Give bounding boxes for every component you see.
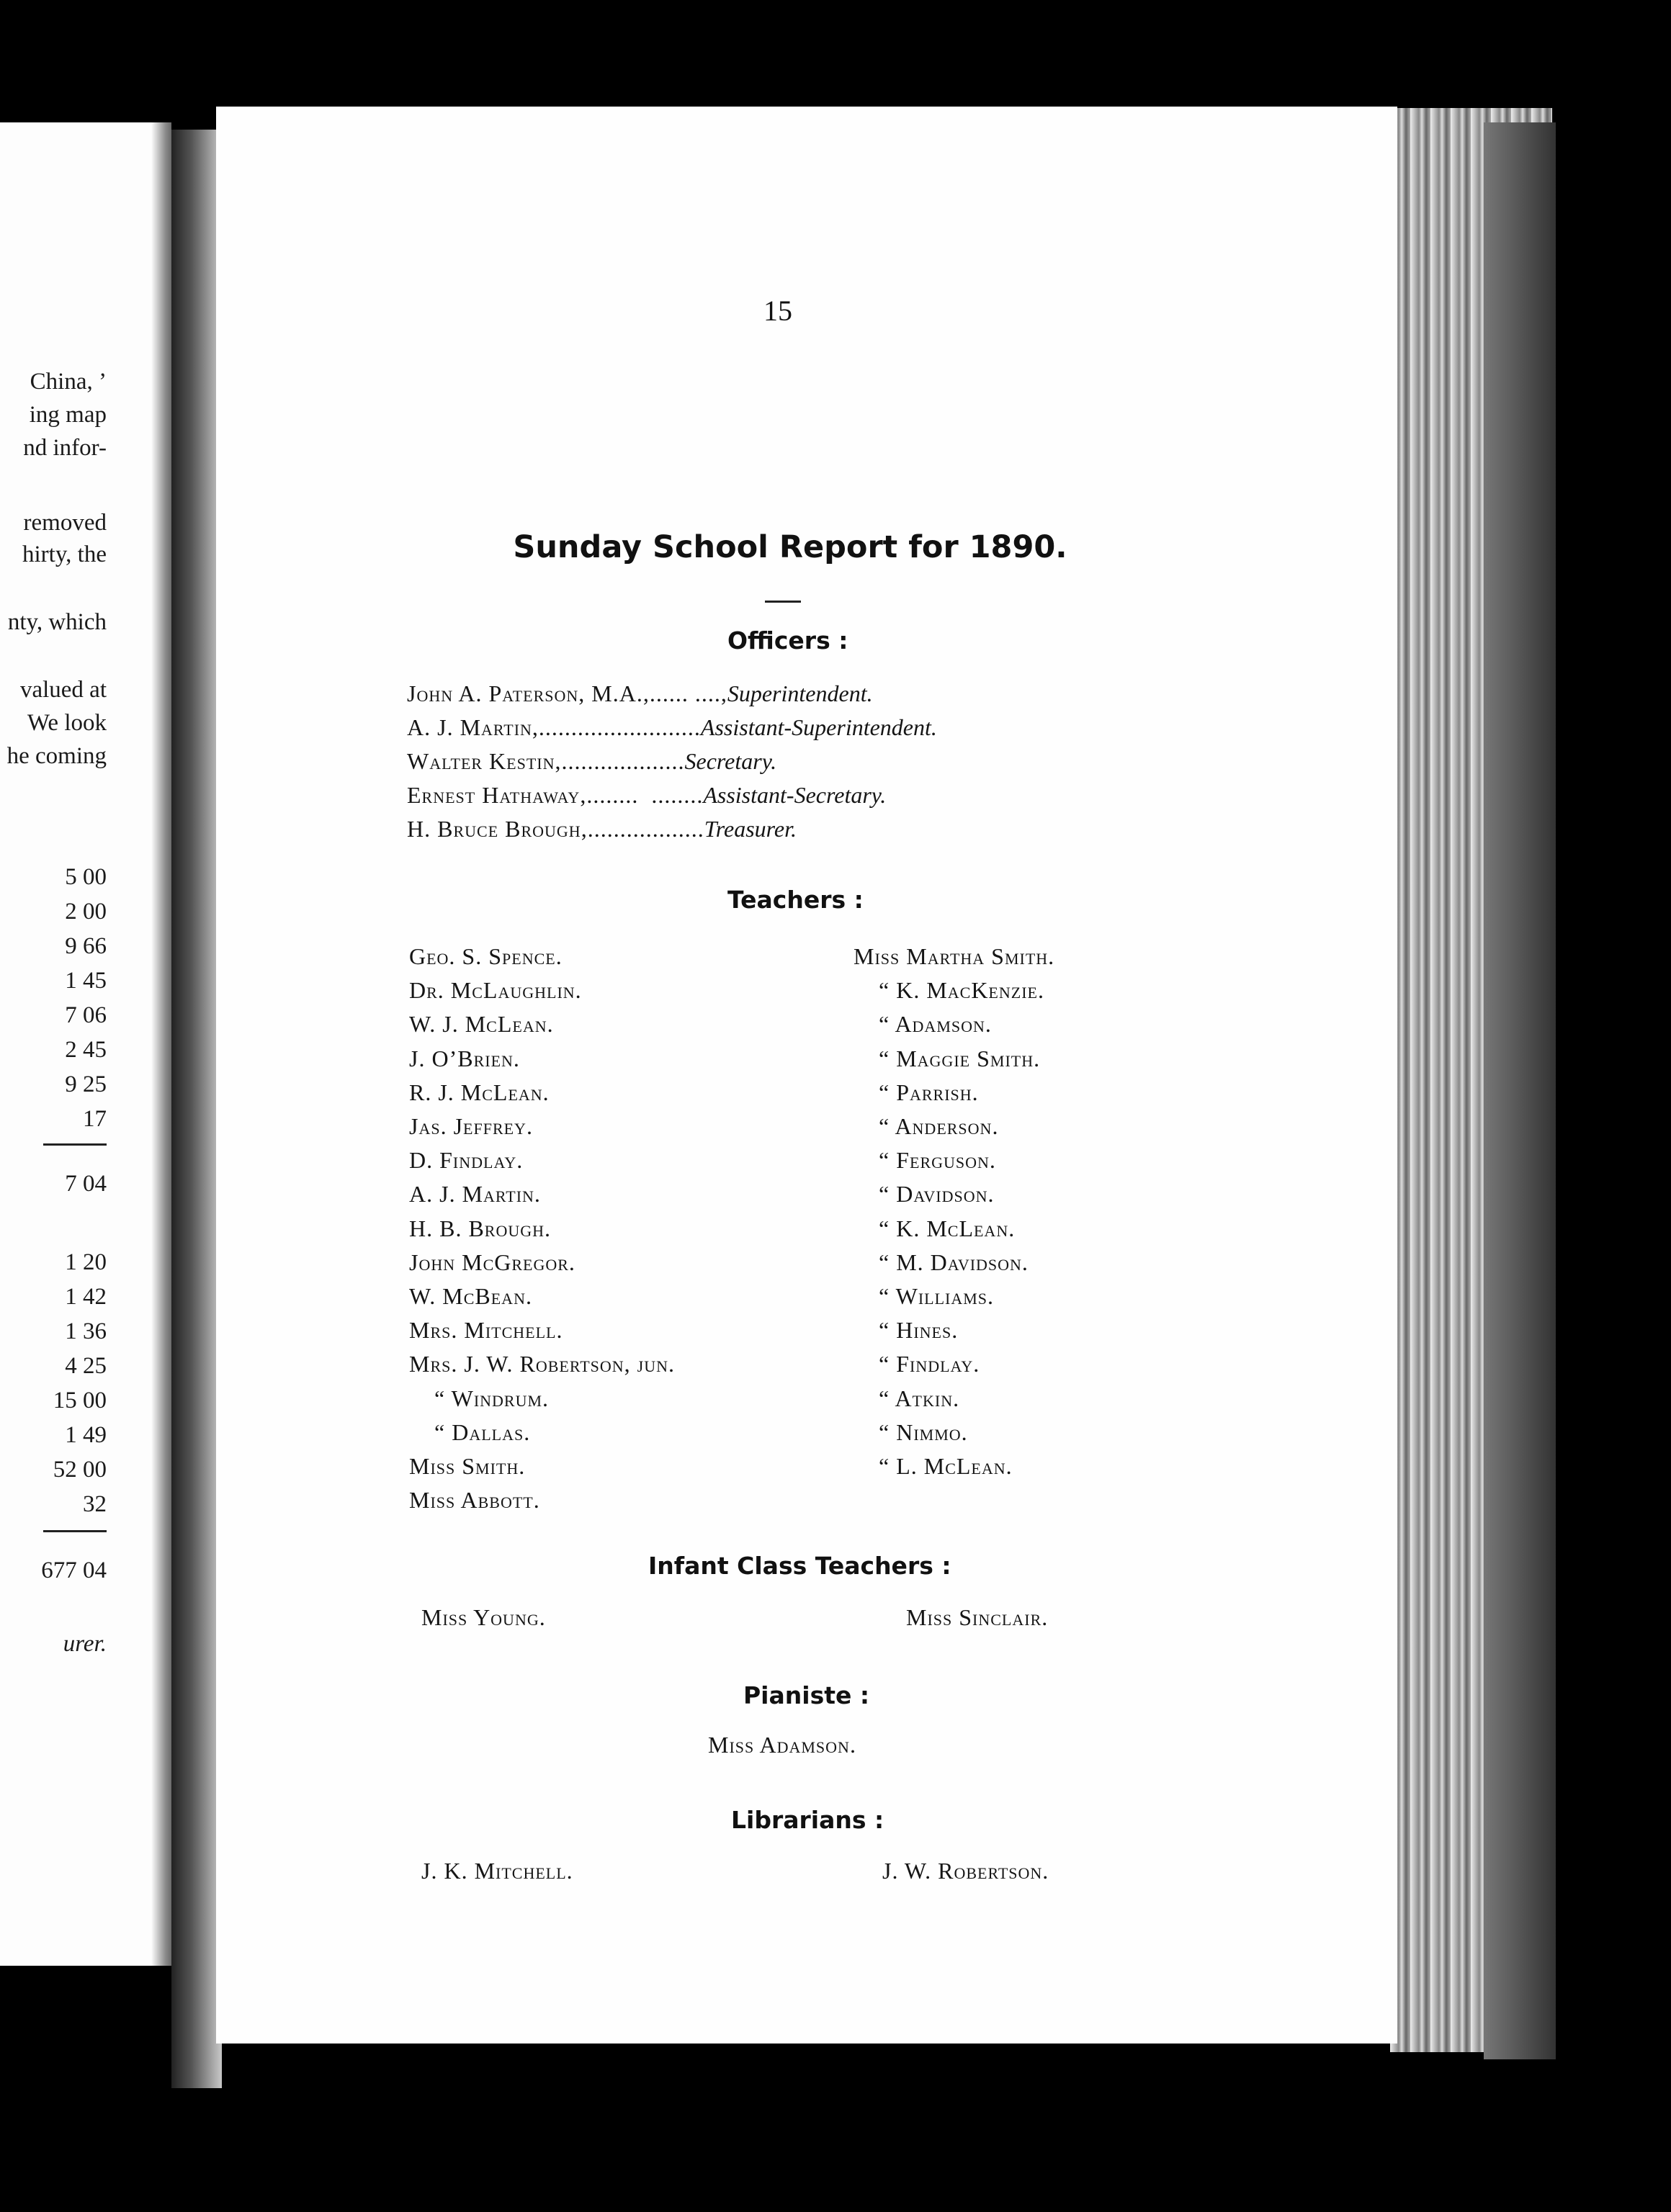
teacher-right: “ Nimmo. <box>879 1419 968 1445</box>
officer-row <box>407 748 776 775</box>
previous-page-number: 1 45 <box>65 968 107 994</box>
previous-page-number: 15 00 <box>53 1388 107 1413</box>
officer-row <box>407 680 873 707</box>
previous-page-text-line: We look <box>27 710 107 736</box>
teacher-left: John McGregor. <box>409 1249 575 1275</box>
teacher-right: “ Adamson. <box>879 1011 992 1038</box>
pianiste-heading: Pianiste : <box>743 1681 870 1709</box>
officer-row <box>407 782 886 809</box>
teacher-left: J. O’Brien. <box>409 1045 520 1071</box>
teacher-left: “ Dallas. <box>434 1419 531 1445</box>
officer-row <box>407 714 937 741</box>
officer-row <box>407 816 797 842</box>
teacher-left: W. McBean. <box>409 1283 532 1309</box>
teacher-right: “ Davidson. <box>879 1181 995 1208</box>
teacher-right: “ M. Davidson. <box>879 1249 1029 1275</box>
teacher-left: Jas. Jeffrey. <box>409 1113 533 1139</box>
previous-page-number: 32 <box>83 1491 107 1517</box>
teacher-left: H. B. Brough. <box>409 1215 552 1241</box>
teacher-right: Miss Martha Smith. <box>854 943 1055 969</box>
officer-name: H. Bruce Brough, <box>407 816 588 842</box>
previous-page-number: 9 66 <box>65 933 107 959</box>
officer-leader-dots: .................. <box>587 816 704 842</box>
teacher-left: A. J. Martin. <box>409 1181 541 1208</box>
officer-role: Treasurer. <box>704 816 797 842</box>
previous-page-number: 17 <box>83 1106 107 1132</box>
previous-page-number: 1 49 <box>65 1422 107 1448</box>
infant-teacher-left: Miss Young. <box>421 1604 546 1630</box>
previous-page-text-line: nd infor- <box>23 435 107 461</box>
officer-role: Assistant-Secretary. <box>703 782 887 808</box>
teacher-right: “ K. MacKenzie. <box>879 977 1044 1004</box>
previous-page-number: 1 20 <box>65 1249 107 1275</box>
previous-page-text-line: hirty, the <box>22 541 107 567</box>
pianiste-name: Miss Adamson. <box>708 1732 856 1758</box>
teacher-left: Miss Smith. <box>409 1453 526 1479</box>
previous-page-number: 4 25 <box>65 1353 107 1379</box>
title-rule <box>765 601 801 603</box>
previous-page-number: 2 45 <box>65 1037 107 1063</box>
previous-page-text-line: valued at <box>19 677 107 703</box>
teacher-left: “ Windrum. <box>434 1385 550 1411</box>
teachers-heading: Teachers : <box>727 886 864 914</box>
teacher-left: Geo. S. Spence. <box>409 943 563 969</box>
previous-page-number: 7 04 <box>65 1171 107 1197</box>
previous-page-number: 9 25 <box>65 1071 107 1097</box>
teacher-right: “ Ferguson. <box>879 1147 996 1174</box>
officer-name: Walter Kestin, <box>407 748 562 774</box>
previous-page-number: 1 36 <box>65 1318 107 1344</box>
previous-page-signature: urer. <box>63 1631 107 1657</box>
teacher-right: “ Parrish. <box>879 1079 979 1105</box>
officer-role: Superintendent. <box>727 680 873 706</box>
previous-page-text-line: ing map <box>29 402 107 428</box>
teacher-left: Mrs. Mitchell. <box>409 1317 563 1344</box>
previous-page-number: 5 00 <box>65 864 107 890</box>
officer-leader-dots: ........ ........ <box>586 782 704 808</box>
teacher-right: “ Hines. <box>879 1317 959 1344</box>
officer-name: Ernest Hathaway, <box>407 782 587 808</box>
officer-leader-dots: ...... ...., <box>649 680 727 706</box>
officer-name: John A. Paterson, M.A., <box>407 680 650 706</box>
previous-page-text-line: removed <box>23 510 107 536</box>
previous-page-text-line: China, ’ <box>30 369 107 395</box>
officer-leader-dots: ................... <box>561 748 685 774</box>
report-title: Sunday School Report for 1890. <box>513 529 1067 565</box>
previous-page-text-line: nty, which <box>7 609 107 635</box>
infant-class-heading: Infant Class Teachers : <box>648 1552 951 1580</box>
officers-heading: Officers : <box>727 626 848 655</box>
teacher-right: “ Maggie Smith. <box>879 1045 1041 1071</box>
officer-leader-dots: ......................... <box>538 714 701 740</box>
previous-page-number: 2 00 <box>65 899 107 925</box>
teacher-right: “ Atkin. <box>879 1385 960 1411</box>
teacher-right: “ Anderson. <box>879 1113 999 1139</box>
infant-teacher-right: Miss Sinclair. <box>906 1604 1049 1630</box>
teacher-left: R. J. McLean. <box>409 1079 550 1105</box>
librarian-right: J. W. Robertson. <box>882 1858 1049 1884</box>
librarian-left: J. K. Mitchell. <box>421 1858 573 1884</box>
teacher-right: “ Findlay. <box>879 1351 980 1377</box>
teacher-right: “ Williams. <box>879 1283 995 1309</box>
previous-page-number: 52 00 <box>53 1457 107 1483</box>
teacher-left: Dr. McLaughlin. <box>409 977 582 1004</box>
teacher-left: Miss Abbott. <box>409 1487 540 1514</box>
teacher-right: “ L. McLean. <box>879 1453 1013 1479</box>
teacher-left: W. J. McLean. <box>409 1011 554 1038</box>
librarians-heading: Librarians : <box>731 1806 884 1834</box>
officer-role: Secretary. <box>684 748 777 774</box>
previous-page-number: 1 42 <box>65 1284 107 1310</box>
teacher-left: Mrs. J. W. Robertson, jun. <box>409 1351 675 1377</box>
previous-page-number: 7 06 <box>65 1002 107 1028</box>
previous-page-number: 677 04 <box>41 1557 107 1583</box>
teacher-left: D. Findlay. <box>409 1147 524 1174</box>
officer-role: Assistant-Superintendent. <box>700 714 937 740</box>
teacher-right: “ K. McLean. <box>879 1215 1016 1241</box>
officer-name: A. J. Martin, <box>407 714 539 740</box>
page-number: 15 <box>763 295 792 327</box>
previous-page-text-line: he coming <box>6 743 107 769</box>
